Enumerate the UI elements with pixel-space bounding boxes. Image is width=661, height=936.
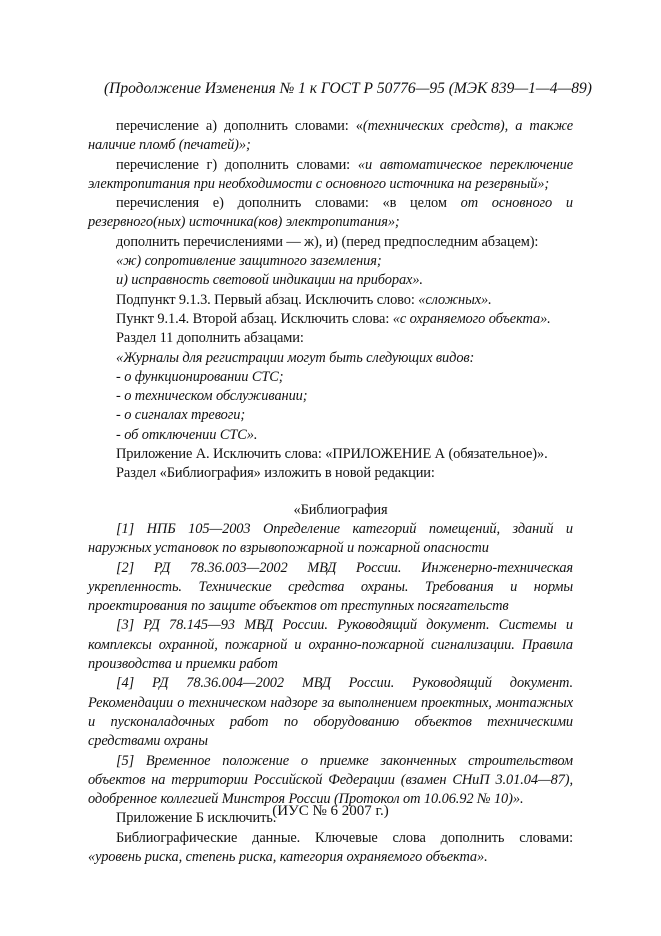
bibliography-item: [2] РД 78.36.003—2002 МВД России. Инженерно-техническая укрепленность. Технические средства охраны. Требования и нормы проектирования по защите объектов от преступных посягательств bbox=[88, 559, 573, 615]
text-run: Раздел 11 дополнить абзацами: bbox=[116, 330, 304, 347]
italic-text: «Журналы для регистрации могут быть следующих видов: bbox=[116, 349, 475, 366]
italic-text: и) исправность световой индикации на приборах». bbox=[116, 272, 423, 289]
italic-text: «ж) сопротивление защитного заземления; bbox=[116, 253, 382, 270]
paragraph bbox=[88, 426, 573, 445]
paragraph bbox=[88, 445, 573, 464]
bibliography-list bbox=[88, 520, 573, 809]
text-run: перечисления е) дополнить словами: «в целом bbox=[116, 195, 461, 212]
paragraph bbox=[88, 271, 573, 290]
paragraph bbox=[88, 368, 573, 387]
paragraph bbox=[88, 291, 573, 310]
continuation-header: (Продолжение Изменения № 1 к ГОСТ Р 50776—95 (МЭК 839—1—4—89) bbox=[104, 80, 592, 97]
paragraph bbox=[88, 464, 573, 483]
paragraph bbox=[88, 329, 573, 348]
text-run: перечисление г) дополнить словами: bbox=[116, 156, 358, 173]
italic-text: «сложных». bbox=[418, 291, 492, 308]
text-run: дополнить перечислениями — ж), и) (перед предпоследним абзацем): bbox=[116, 233, 539, 250]
text-run: Приложение Б исключить. bbox=[116, 810, 277, 827]
paragraph bbox=[88, 349, 573, 368]
paragraph bbox=[88, 406, 573, 425]
text-run: Приложение А. Исключить слова: «ПРИЛОЖЕНИЕ А (обязательное)». bbox=[116, 446, 548, 463]
paragraph bbox=[88, 194, 573, 233]
italic-text: - о сигналах тревоги; bbox=[116, 407, 246, 424]
bibliography-title: «Библиография bbox=[293, 501, 388, 518]
italic-text: - о техническом обслуживании; bbox=[116, 388, 308, 405]
italic-text: «с охраняемого объекта». bbox=[392, 310, 551, 327]
text-run: Пункт 9.1.4. Второй абзац. Исключить слова: bbox=[116, 310, 393, 327]
paragraph bbox=[88, 156, 573, 195]
italic-text: «и автоматическое переключение электропитания при необходимости с основного источника на резервный»; bbox=[88, 156, 573, 192]
text-run: перечисление а) дополнить словами: « bbox=[116, 118, 363, 134]
paragraph bbox=[88, 829, 573, 868]
paragraph bbox=[88, 252, 573, 271]
text-run: Библиографические данные. Ключевые слова дополнить словами: bbox=[116, 829, 573, 846]
text-run: Подпункт 9.1.3. Первый абзац. Исключить слово: bbox=[116, 291, 419, 308]
bibliography-item: [3] РД 78.145—93 МВД России. Руководящий документ. Системы и комплексы охранной, пожарной и охранно-пожарной сигнализации. Правила производства и приемки работ bbox=[88, 617, 573, 673]
bibliography-item: [4] РД 78.36.004—2002 МВД России. Руководящий документ. Рекомендации о техническом надзоре за выполнением проектных, монтажных и пусконаладочных работ по оборудованию объектов техническими средствами охраны bbox=[88, 675, 573, 750]
paragraph bbox=[88, 233, 573, 252]
text-run: Раздел «Библиография» изложить в новой редакции: bbox=[116, 465, 435, 482]
paragraph bbox=[88, 387, 573, 406]
amendment-paragraphs bbox=[88, 117, 573, 484]
italic-text: - о функционировании СТС; bbox=[116, 368, 284, 385]
bibliography-item: [1] НПБ 105—2003 Определение категорий помещений, зданий и наружных установок по взрывопожарной и пожарной опасности bbox=[88, 520, 573, 557]
italic-text: (технических средств), а также наличие пломб (печатей)»; bbox=[88, 118, 573, 154]
italic-text: от основного и резервного(ных) источника(ков) электропитания»; bbox=[88, 195, 573, 231]
ius-reference: (ИУС № 6 2007 г.) bbox=[272, 803, 389, 819]
paragraph bbox=[88, 117, 573, 156]
italic-text: - об отключении СТС». bbox=[116, 426, 258, 443]
paragraph bbox=[88, 310, 573, 329]
bibliography-item: [5] Временное положение о приемке законченных строительством объектов на территории Российской Федерации (взамен СНиП 3.01.04—87), одобренное коллегией Минстроя России (Протокол от 10.06.92 № 10)». bbox=[88, 752, 573, 808]
document-body bbox=[88, 117, 573, 867]
italic-text: «уровень риска, степень риска, категория охраняемого объекта». bbox=[88, 848, 488, 865]
